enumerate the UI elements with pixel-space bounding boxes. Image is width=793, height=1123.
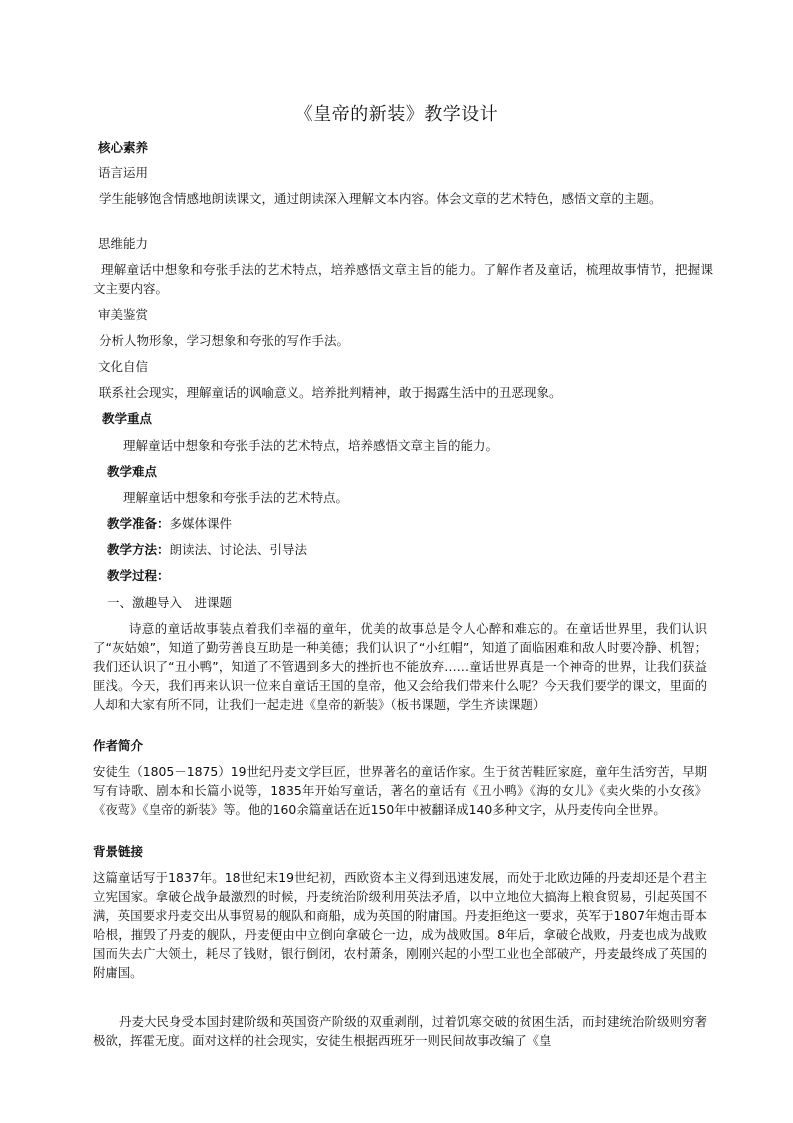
paragraph-author: 安徒生（1805－1875）19世纪丹麦文学巨匠，世界著名的童话作家。生于贫苦鞋匠家庭，童年生活穷苦，早期写有诗歌、剧本和长篇小说等，1835年开始写童话，著名的童话有《丑小鸭》《海的女儿》《卖火柴的小女孩》《夜莺》《皇帝的新装》等。他的160余篇童话在近150年中被翻译成140多种文字，从丹麦传向全世界。	[93, 764, 707, 817]
heading-process: 教学过程：	[107, 568, 170, 583]
paragraph-thinking: 理解童话中想象和夸张手法的艺术特点，培养感悟文章主旨的能力。了解作者及童话，梳理故事情节，把握课文主要内容。	[93, 262, 713, 296]
heading-core-literacy: 核心素养	[98, 140, 149, 155]
heading-author: 作者简介	[93, 738, 144, 753]
preparation-line	[107, 514, 727, 533]
heading-background: 背景链接	[93, 844, 144, 859]
heading-difficulty: 教学难点	[107, 464, 158, 479]
subheading-thinking: 思维能力	[98, 236, 149, 251]
document-title: 《皇帝的新装》教学设计	[294, 104, 499, 125]
step-one-heading: 一、激趣导入 进课题	[107, 595, 233, 610]
paragraph-culture: 联系社会现实，理解童话的讽喻意义。培养批判精神，敢于揭露生活中的丑恶现象。	[99, 385, 562, 400]
paragraph-aesthetic: 分析人物形象，学习想象和夸张的写作手法。	[99, 333, 350, 348]
heading-key-points: 教学重点	[102, 411, 153, 426]
subheading-culture: 文化自信	[98, 359, 149, 374]
method-value: 朗读法、讨论法、引导法	[169, 542, 308, 557]
heading-preparation: 教学准备：	[107, 516, 170, 531]
heading-method: 教学方法：	[107, 542, 170, 557]
subheading-aesthetic: 审美鉴赏	[98, 307, 149, 322]
paragraph-background-1: 这篇童话写于1837年。18世纪末19世纪初，西欧资本主义得到迅速发展，而处于北欧边陲的丹麦却还是个君主立宪国家。拿破仑战争最激烈的时候，丹麦统治阶级利用英法矛盾，以中立地位大搞海上粮食贸易，引起英国不满，英国要求丹麦交出从事贸易的舰队和商船，成为英国的附庸国。丹麦拒绝这一要求，英军于1807年炮击哥本哈根，摧毁了丹麦的舰队，丹麦便由中立倒向拿破仑一边，成为战败国。8年后，拿破仑战败，丹麦也成为战败国而失去广大领土，耗尽了钱财，银行倒闭，农村萧条，刚刚兴起的小型工业也全部破产，丹麦最终成了英国的附庸国。	[93, 870, 707, 980]
subheading-language: 语言运用	[98, 165, 149, 180]
paragraph-intro: 诗意的童话故事装点着我们幸福的童年，优美的故事总是令人心醉和难忘的。在童话世界里，我们认识了“灰姑娘”，知道了勤劳善良互助是一种美德；我们认识了“小红帽”，知道了面临困难和敌人时要冷静、机智；我们还认识了“丑小鸭”，知道了不管遇到多大的挫折也不能放弃……童话世界真是一个神奇的世界，让我们获益匪浅。今天，我们再来认识一位来自童话王国的皇帝，他又会给我们带来什么呢？今天我们要学的课文，里面的人却和大家有所不同，让我们一起走进《皇帝的新装》（板书课题，学生齐读课题）	[93, 621, 707, 712]
paragraph-difficulty: 理解童话中想象和夸张手法的艺术特点。	[123, 490, 349, 505]
paragraph-background-2: 丹麦大民身受本国封建阶级和英国资产阶级的双重剥削，过着饥寒交破的贫困生活，而封建统治阶级则穷奢极欲，挥霍无度。面对这样的社会现实，安徒生根据西班牙一则民间故事改编了《皇	[93, 1014, 707, 1048]
paragraph-key-points: 理解童话中想象和夸张手法的艺术特点，培养感悟文章主旨的能力。	[123, 438, 499, 453]
method-line	[107, 540, 727, 559]
preparation-value: 多媒体课件	[169, 516, 233, 531]
paragraph-language: 学生能够饱含情感地朗读课文，通过朗读深入理解文本内容。体会文章的艺术特色，感悟文章的主题。	[99, 191, 662, 206]
